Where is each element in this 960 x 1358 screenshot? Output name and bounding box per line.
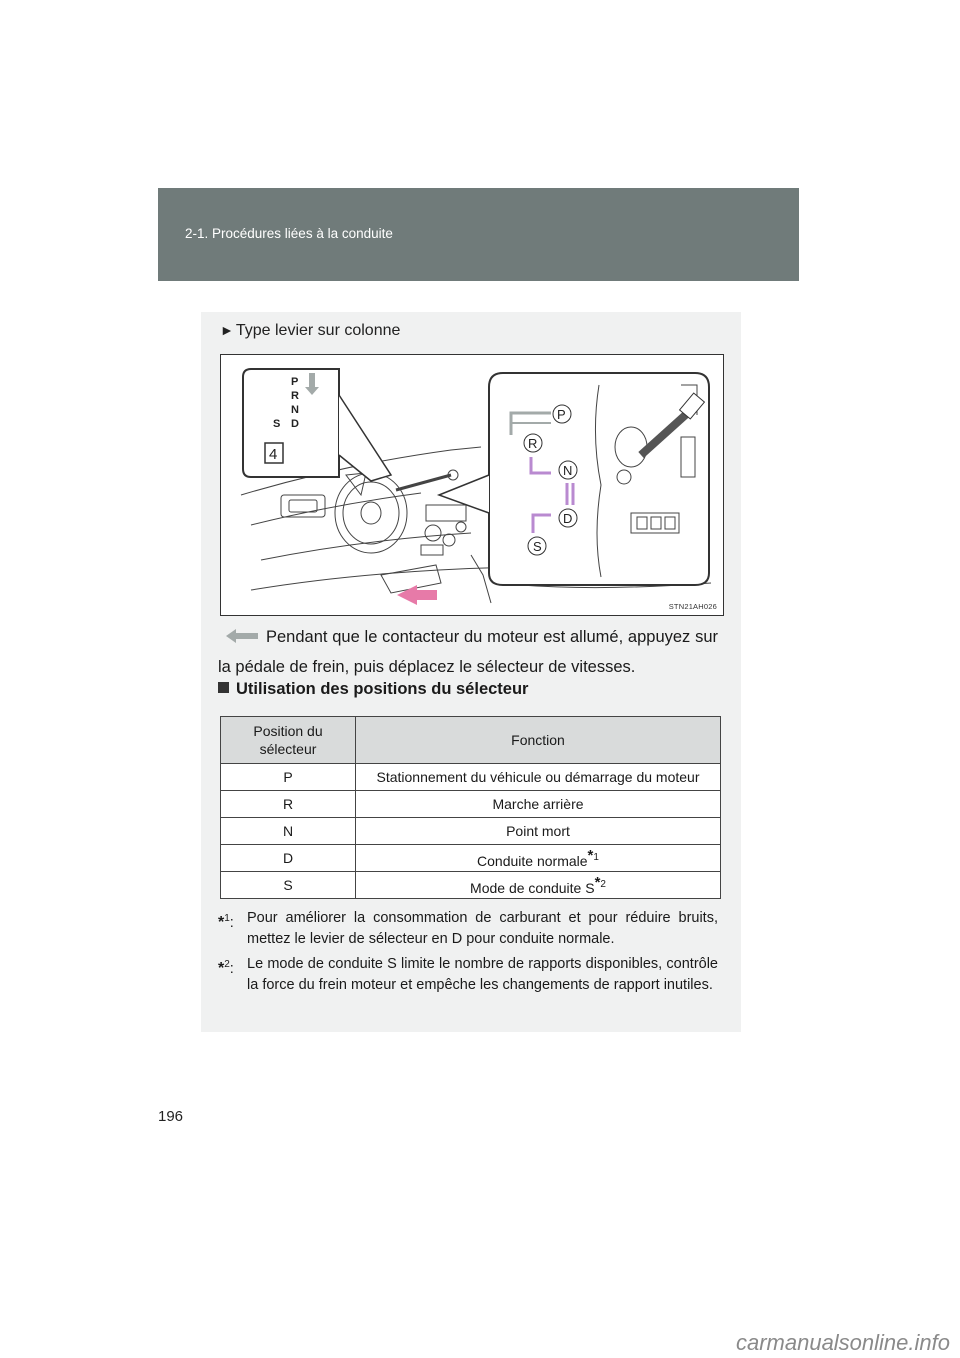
instruction-paragraph [218,622,718,682]
section-subheading [218,680,528,699]
footnote-1 [218,908,718,950]
cell-position: N [221,818,356,845]
footnote-marker: *$^1$: [218,913,234,931]
detail-r: R [528,436,538,451]
gate-d: D [291,418,299,430]
gate-p: P [291,376,299,388]
table-row [221,764,721,791]
page-number: 196 [158,1108,184,1125]
footnote-2 [218,954,718,996]
gate-n: N [291,404,299,416]
detail-d: D [563,511,573,526]
footnote-ref: 2 [600,879,606,890]
table-row [221,791,721,818]
footer-watermark: carmanualsonline.info [735,1330,950,1355]
table-row [221,872,721,899]
pedal-arrow-icon [397,585,437,605]
detail-n: N [563,463,573,478]
pedal-arrow-legend-icon [218,628,260,644]
cell-function: Conduite normale$^{*1}$ [356,845,721,872]
col-header-function: Fonction [356,717,721,764]
cell-function: Marche arrière [356,791,721,818]
detail-s: S [533,539,542,554]
subheading-text: Utilisation des positions du sélecteur [236,680,529,698]
footnote-text: Pour améliorer la consommation de carburant et pour réduire bruits, mettez le levier de sélecteur en D pour conduite normale. [247,910,718,947]
dashboard-drawing [221,355,723,615]
instruction-text: Pendant que le contacteur du moteur est allumé, appuyez sur la pédale de frein, puis déplacez le sélecteur de vitesses. [218,628,718,676]
type-label-text: Type levier sur colonne [235,322,401,339]
cell-function: Point mort [356,818,721,845]
table-row [221,818,721,845]
selector-positions-table [220,716,721,899]
cell-position: D [221,845,356,872]
gear-indicator: 4 [269,446,278,463]
function-text: Conduite normale [477,853,588,869]
illustration-code: STN21AH026 [668,602,717,611]
cell-function: Stationnement du véhicule ou démarrage du moteur [356,764,721,791]
table-row [221,845,721,872]
col-header-position: Position du sélecteur [221,717,356,764]
table-header-row [221,717,721,764]
footnote-ref: 1 [593,852,599,863]
detail-p: P [557,407,566,422]
cell-position: S [221,872,356,899]
cell-function: Mode de conduite $S^{*2}$ [356,872,721,899]
cell-position: P [221,764,356,791]
footnote-text: Le mode de conduite S limite le nombre de rapports disponibles, contrôle la force du frein moteur et empêche les changements de rapport inutiles. [247,956,718,993]
type-label [220,322,400,340]
cell-position: R [221,791,356,818]
gate-s: S [273,418,281,430]
section-title: 2-1. Procédures liées à la conduite [185,226,393,241]
square-bullet-icon [218,682,229,693]
section-header-bar [158,188,799,281]
footnote-marker: *$^2$: [218,959,234,977]
shift-lever-illustration [220,354,724,616]
gate-r: R [291,390,299,402]
triangle-marker-icon: ► [220,322,234,338]
function-text: Mode de conduite S [470,880,595,896]
